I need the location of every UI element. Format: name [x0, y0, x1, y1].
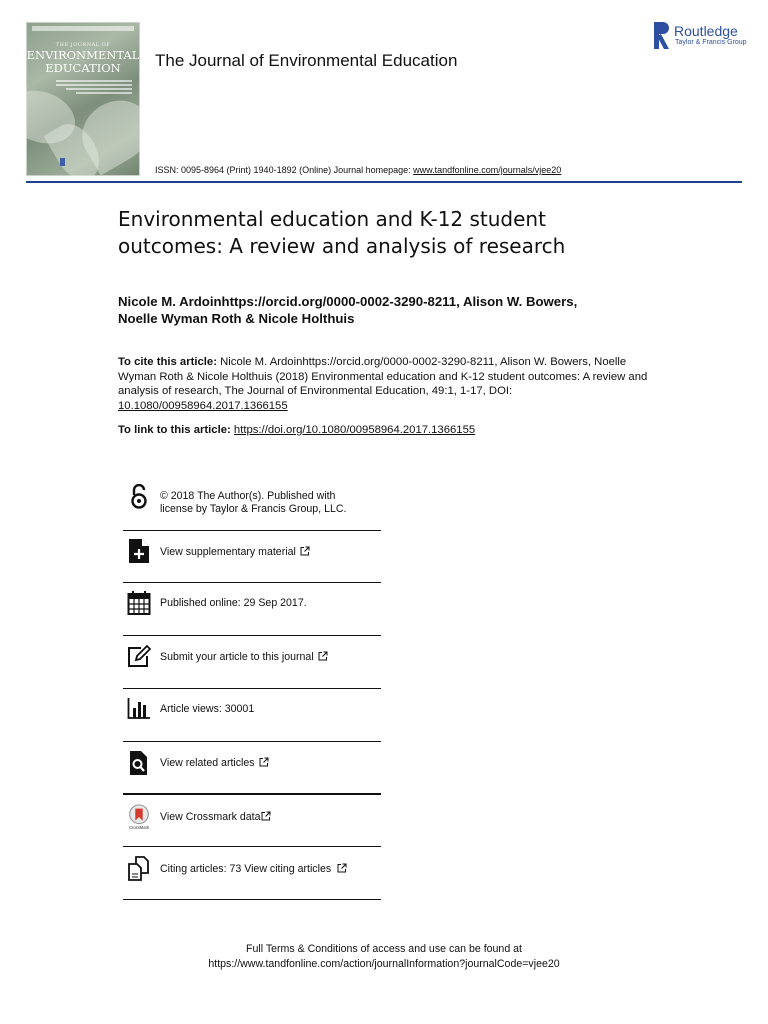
link-label: To link to this article: [118, 424, 234, 436]
doi-link[interactable]: 10.1080/00958964.2017.1366155 [118, 399, 288, 412]
cover-series-line: THE JOURNAL OF [55, 42, 111, 48]
header-divider [26, 181, 742, 183]
bar-chart-icon [127, 696, 151, 722]
cover-publisher-logo [60, 158, 65, 166]
list-divider [123, 635, 381, 636]
external-link-icon [261, 811, 271, 821]
journal-homepage-link[interactable]: www.tandfonline.com/journals/vjee20 [413, 165, 562, 175]
article-authors: Nicole M. Ardoinhttps://orcid.org/0000-0002-3290-8211, Alison W. Bowers, Noelle Wyman Roth & Nicole Holthuis [118, 294, 578, 326]
list-divider [123, 530, 381, 531]
supplementary-file-icon [127, 538, 151, 564]
terms-footer [0, 942, 768, 971]
citation-label: To cite this article: [118, 356, 217, 368]
search-document-icon [127, 750, 151, 776]
crossmark-icon [127, 804, 151, 830]
calendar-icon [127, 590, 151, 616]
citation-text: Nicole M. Ardoinhttps://orcid.org/0000-0002-3290-8211, Alison W. Bowers, Noelle Wyman Roth & Nicole Holthuis (2018) Environmental education and K-12 student outcomes: A review and analysis of research, The Journal of Environmental Education, 49:1, 1-17, DOI: [118, 356, 648, 397]
terms-text: Full Terms & Conditions of access and use can be found at [246, 943, 522, 955]
external-link-icon [337, 863, 347, 873]
article-title: Environmental education and K-12 student outcomes: A review and analysis of research [118, 207, 566, 258]
list-divider [123, 793, 381, 795]
routledge-r-icon [654, 22, 669, 49]
article-link-line [118, 424, 475, 436]
journal-title: The Journal of Environmental Education [155, 51, 458, 70]
terms-url[interactable]: https://www.tandfonline.com/action/journalInformation?journalCode=vjee20 [208, 957, 560, 970]
publisher-name: Routledge [674, 23, 738, 39]
citing-articles-icon [127, 856, 151, 882]
external-link-icon [318, 651, 328, 661]
cover-title: ENVIRONMENTAL EDUCATION [26, 48, 140, 75]
list-divider [123, 688, 381, 689]
routledge-logo[interactable] [654, 22, 746, 50]
list-divider [123, 741, 381, 742]
list-divider [123, 846, 381, 847]
issn-line: ISSN: 0095-8964 (Print) 1940-1892 (Online) Journal homepage: www.tandfonline.com/journals/vjee20 [155, 165, 562, 175]
journal-cover-image [26, 22, 140, 176]
article-url-link[interactable]: https://doi.org/10.1080/00958964.2017.1366155 [233, 424, 476, 436]
svg-text:CrossMark: CrossMark [128, 825, 150, 830]
cover-top-strip [32, 26, 134, 31]
edit-icon [127, 644, 151, 670]
list-divider [123, 582, 381, 583]
open-access-icon [127, 484, 151, 510]
external-link-icon [300, 546, 310, 556]
citation-block [118, 355, 658, 413]
list-divider [123, 899, 381, 900]
external-link-icon [259, 757, 269, 767]
publisher-group: Taylor & Francis Group [675, 39, 747, 46]
